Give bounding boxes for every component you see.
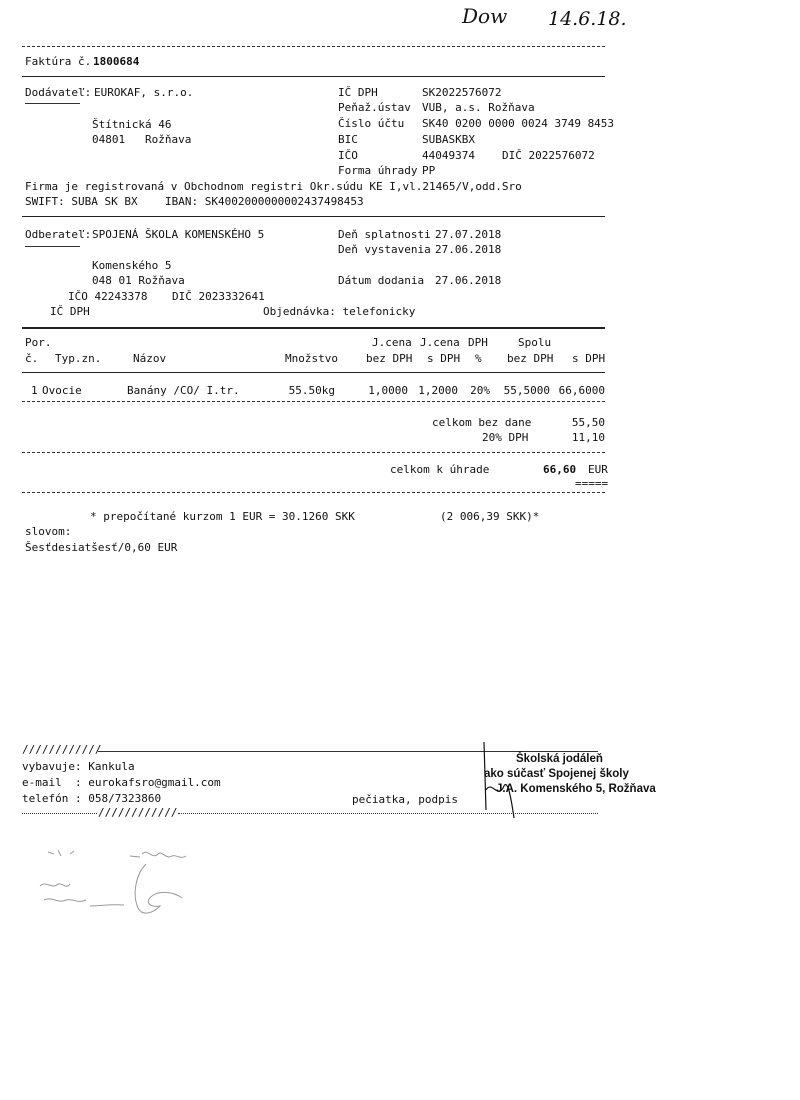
detail-value-bic: SUBASKBX xyxy=(422,133,475,146)
th-mnozstvo: Množstvo xyxy=(285,352,338,365)
detail-label-bank: Peňaž.ústav xyxy=(338,101,411,114)
supplier-label-underline xyxy=(25,103,80,104)
detail-value-dic: DIČ 2022576072 xyxy=(502,149,595,162)
customer-name: SPOJENÁ ŠKOLA KOMENSKÉHO 5 xyxy=(92,228,265,241)
total-bez-dane-label: celkom bez dane xyxy=(432,416,532,429)
customer-icdph: IČ DPH xyxy=(50,305,90,318)
footer-email: e-mail : eurokafsro@gmail.com xyxy=(22,776,221,789)
conversion-text: * prepočítané kurzom 1 EUR = 30.1260 SKK xyxy=(90,510,355,523)
supplier-label: Dodávateľ: xyxy=(25,86,92,99)
conversion-skk: (2 006,39 SKK)* xyxy=(440,510,540,523)
grand-total-label: celkom k úhrade xyxy=(390,463,490,476)
supplier-zip-city: 04801 Rožňava xyxy=(92,133,192,146)
footer-vybavuje: vybavuje: Kankula xyxy=(22,760,135,773)
th-dph-top: DPH xyxy=(468,336,488,349)
detail-value-icdph: SK2022576072 xyxy=(422,86,502,99)
row-jcena-bez: 1,0000 xyxy=(368,384,408,397)
footer-rule-bottom-right xyxy=(178,813,598,814)
row-jcena-s: 1,2000 xyxy=(418,384,458,397)
th-nazov: Názov xyxy=(133,352,167,365)
date-value-due: 27.07.2018 xyxy=(435,228,502,241)
rule-after-supplier xyxy=(22,216,605,217)
detail-label-icdph: IČ DPH xyxy=(338,86,378,99)
rule-before-grand-total xyxy=(22,452,605,453)
th-spolu-bez: bez DPH xyxy=(507,352,554,365)
detail-label-account: Číslo účtu xyxy=(338,117,405,130)
th-typ: Typ.zn. xyxy=(55,352,102,365)
invoice-number: 1800684 xyxy=(93,55,140,68)
th-jcena2-bot: s DPH xyxy=(427,352,461,365)
th-c: č. xyxy=(25,352,39,365)
supplier-name: EUROKAF, s.r.o. xyxy=(94,86,194,99)
grand-total-currency: EUR xyxy=(588,463,608,476)
footer-telefon: telefón : 058/7323860 xyxy=(22,792,162,805)
rule-after-table-header xyxy=(22,372,605,373)
footer-slashes-bottom: //////////// xyxy=(98,806,178,819)
row-spolu-s: 66,6000 xyxy=(558,384,605,397)
detail-label-payment: Forma úhrady xyxy=(338,164,418,177)
signature-mark xyxy=(470,740,530,820)
stamp-line-3: J.A. Komenského 5, Rožňava xyxy=(496,783,656,795)
supplier-swift: SWIFT: SUBA SK BX xyxy=(25,195,138,208)
faint-scribble-mark xyxy=(30,840,230,930)
date-label-delivery: Dátum dodania xyxy=(338,274,425,287)
words-value: Šesťdesiatšesť/0,60 EUR xyxy=(25,541,178,554)
customer-order: Objednávka: telefonicky xyxy=(263,305,416,318)
total-bez-dane-value: 55,50 xyxy=(571,416,605,429)
grand-total-value: 66,60 xyxy=(543,463,577,476)
date-value-issued: 27.06.2018 xyxy=(435,243,502,256)
stamp-line-1: Školská jodáleň xyxy=(516,753,603,765)
footer-slashes-top: //////////// xyxy=(22,743,102,756)
rule-before-table xyxy=(22,327,605,329)
customer-label: Odberateľ: xyxy=(25,228,92,241)
row-spolu-bez: 55,5000 xyxy=(503,384,550,397)
footer-rule-bottom xyxy=(22,813,97,814)
invoice-label: Faktúra č. xyxy=(25,55,92,68)
th-dph-bot: % xyxy=(475,352,482,365)
stamp-line-2: ako súčasť Spojenej školy xyxy=(484,768,629,780)
total-dph-value: 11,10 xyxy=(571,431,605,444)
th-spolu-top: Spolu xyxy=(518,336,552,349)
customer-dic: DIČ 2023332641 xyxy=(172,290,265,303)
customer-label-underline xyxy=(25,246,80,247)
row-nazov: Banány /CO/ I.tr. xyxy=(127,384,240,397)
date-label-issued: Deň vystavenia xyxy=(338,243,431,256)
supplier-iban: IBAN: SK4002000000002437498453 xyxy=(165,195,364,208)
words-label: slovom: xyxy=(25,525,72,538)
row-por: 1 xyxy=(31,384,38,397)
th-jcena2-top: J.cena xyxy=(420,336,460,349)
footer-peciatka: pečiatka, podpis xyxy=(352,793,458,806)
th-jcena1-top: J.cena xyxy=(372,336,412,349)
handwritten-note: Dow xyxy=(462,4,508,28)
detail-value-bank: VUB, a.s. Rožňava xyxy=(422,101,535,114)
customer-zip-city: 048 01 Rožňava xyxy=(92,274,185,287)
grand-total-underline: ===== xyxy=(575,477,609,490)
top-rule xyxy=(22,46,605,47)
rule-after-invoice xyxy=(22,76,605,77)
row-typ: Ovocie xyxy=(42,384,82,397)
supplier-registry: Firma je registrovaná v Obchodnom registri Okr.súdu KE I,vl.21465/V,odd.Sro xyxy=(25,180,522,193)
date-label-due: Deň splatnosti xyxy=(338,228,431,241)
date-value-delivery: 27.06.2018 xyxy=(435,274,502,287)
th-jcena1-bot: bez DPH xyxy=(366,352,413,365)
customer-street: Komenského 5 xyxy=(92,259,172,272)
detail-value-ico: 44049374 xyxy=(422,149,475,162)
detail-value-account: SK40 0200 0000 0024 3749 8453 xyxy=(422,117,615,130)
rule-after-grand-total xyxy=(22,492,605,493)
detail-label-ico: IČO xyxy=(338,149,358,162)
rule-after-rows xyxy=(22,401,605,402)
th-por: Por. xyxy=(25,336,52,349)
row-mnozstvo: 55.50kg xyxy=(288,384,335,397)
supplier-street: Štítnická 46 xyxy=(92,118,172,131)
customer-ico: IČO 42243378 xyxy=(68,290,148,303)
total-dph-label: 20% DPH xyxy=(482,431,529,444)
detail-value-payment: PP xyxy=(422,164,436,177)
handwritten-date: 14.6.18. xyxy=(548,8,627,30)
row-dph: 20% xyxy=(470,384,490,397)
th-spolu-s: s DPH xyxy=(572,352,606,365)
detail-label-bic: BIC xyxy=(338,133,358,146)
